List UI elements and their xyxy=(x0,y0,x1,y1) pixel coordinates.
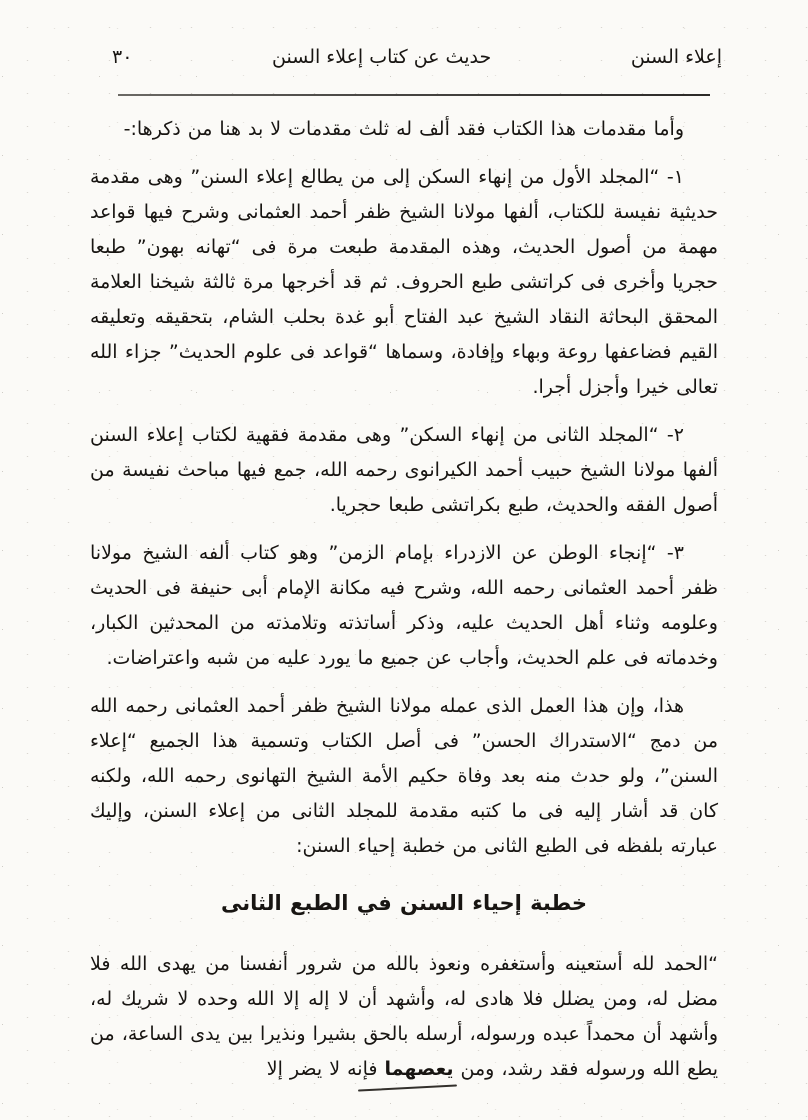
body-text xyxy=(90,112,718,1100)
book-title: إعلاء السنن xyxy=(630,46,722,68)
header-rule xyxy=(118,94,710,96)
page-number: ٣٠ xyxy=(112,46,133,68)
khutbah-text-post: فإنه لا يضر إلا xyxy=(266,1058,385,1080)
paragraph-item-1: ١- “المجلد الأول من إنهاء السكن إلى من يطالع إعلاء السنن” وهى مقدمة حديثية نفيسة للكتاب، ألفها مولانا الشيخ ظفر أحمد العثمانى وشرح فيها قواعد مهمة من أصول الحديث، وهذه المقدمة طبعت مرة فى “تهانه بهون” طبعا حجريا وأخرى فى كراتشى طبع الحروف. ثم قد أخرجها مرة ثالثة شيخنا العلامة المحقق البحاثة النقاد الشيخ عبد الفتاح أبو غدة بحلب الشام، بتحقيقه وتعليقه القيم فضاعفها روعة وبهاء وإفادة، وسماها “قواعد فى علوم الحديث” جزاء الله تعالى خيرا وأجزل أجرا. xyxy=(90,166,718,398)
khutbah-paragraph xyxy=(90,947,718,1087)
paragraph-item-2: ٢- “المجلد الثانى من إنهاء السكن” وهى مقدمة فقهية لكتاب إعلاء السنن ألفها مولانا الشيخ حبيب أحمد الكيرانوى رحمه الله، جمع فيها مباحث نفيسة من أصول الفقه والحديث، طبع بكراتشى طبعا حجريا. xyxy=(90,424,718,516)
paragraph-closing: هذا، وإن هذا العمل الذى عمله مولانا الشيخ ظفر أحمد العثمانى رحمه الله من دمج “الاستدراك الحسن” فى أصل الكتاب وتسمية هذا الجميع “إعلاء السنن”، ولو حدث منه بعد وفاة حكيم الأمة الشيخ التهانوى رحمه الله، ولكنه كان قد أشار إليه فى ما كتبه مقدمة للمجلد الثانى من إعلاء السنن، وإليك عبارته بلفظه فى الطبع الثانى من خطبة إحياء السنن: xyxy=(90,695,718,857)
section-heading: خطبة إحياء السنن في الطبع الثانى xyxy=(220,891,588,915)
khutbah-text-pre: “الحمد لله أستعينه وأستغفره ونعوذ بالله من شرور أنفسنا من يهدى الله فلا مضل له، ومن يضلل فلا هادى له، وأشهد أن لا إله إلا الله وحده لا شريك له، وأشهد أن محمداً عبده ورسوله، أرسله بالحق بشيرا ونذيرا بين يدى الساعة، من يطع الله ورسوله فقد رشد، ومن xyxy=(90,953,718,1080)
chapter-title: حديث عن كتاب إعلاء السنن xyxy=(272,46,492,68)
running-header xyxy=(0,46,808,68)
underlined-word: يعصهما xyxy=(384,1058,454,1080)
paragraph-item-3: ٣- “إنجاء الوطن عن الازدراء بإمام الزمن” وهو كتاب ألفه الشيخ مولانا ظفر أحمد العثمانى رحمه الله، وشرح فيه مكانة الإمام أبى حنيفة فى الحديث وعلومه وثناء أهل الحديث عليه، وذكر أساتذته وتلامذته من المحدثين الكبار، وخدماته فى علم الحديث، وأجاب عن جميع ما يورد عليه من شبه واعتراضات. xyxy=(90,542,718,669)
paragraph-intro: وأما مقدمات هذا الكتاب فقد ألف له ثلث مقدمات لا بد هنا من ذكرها:- xyxy=(123,118,684,140)
